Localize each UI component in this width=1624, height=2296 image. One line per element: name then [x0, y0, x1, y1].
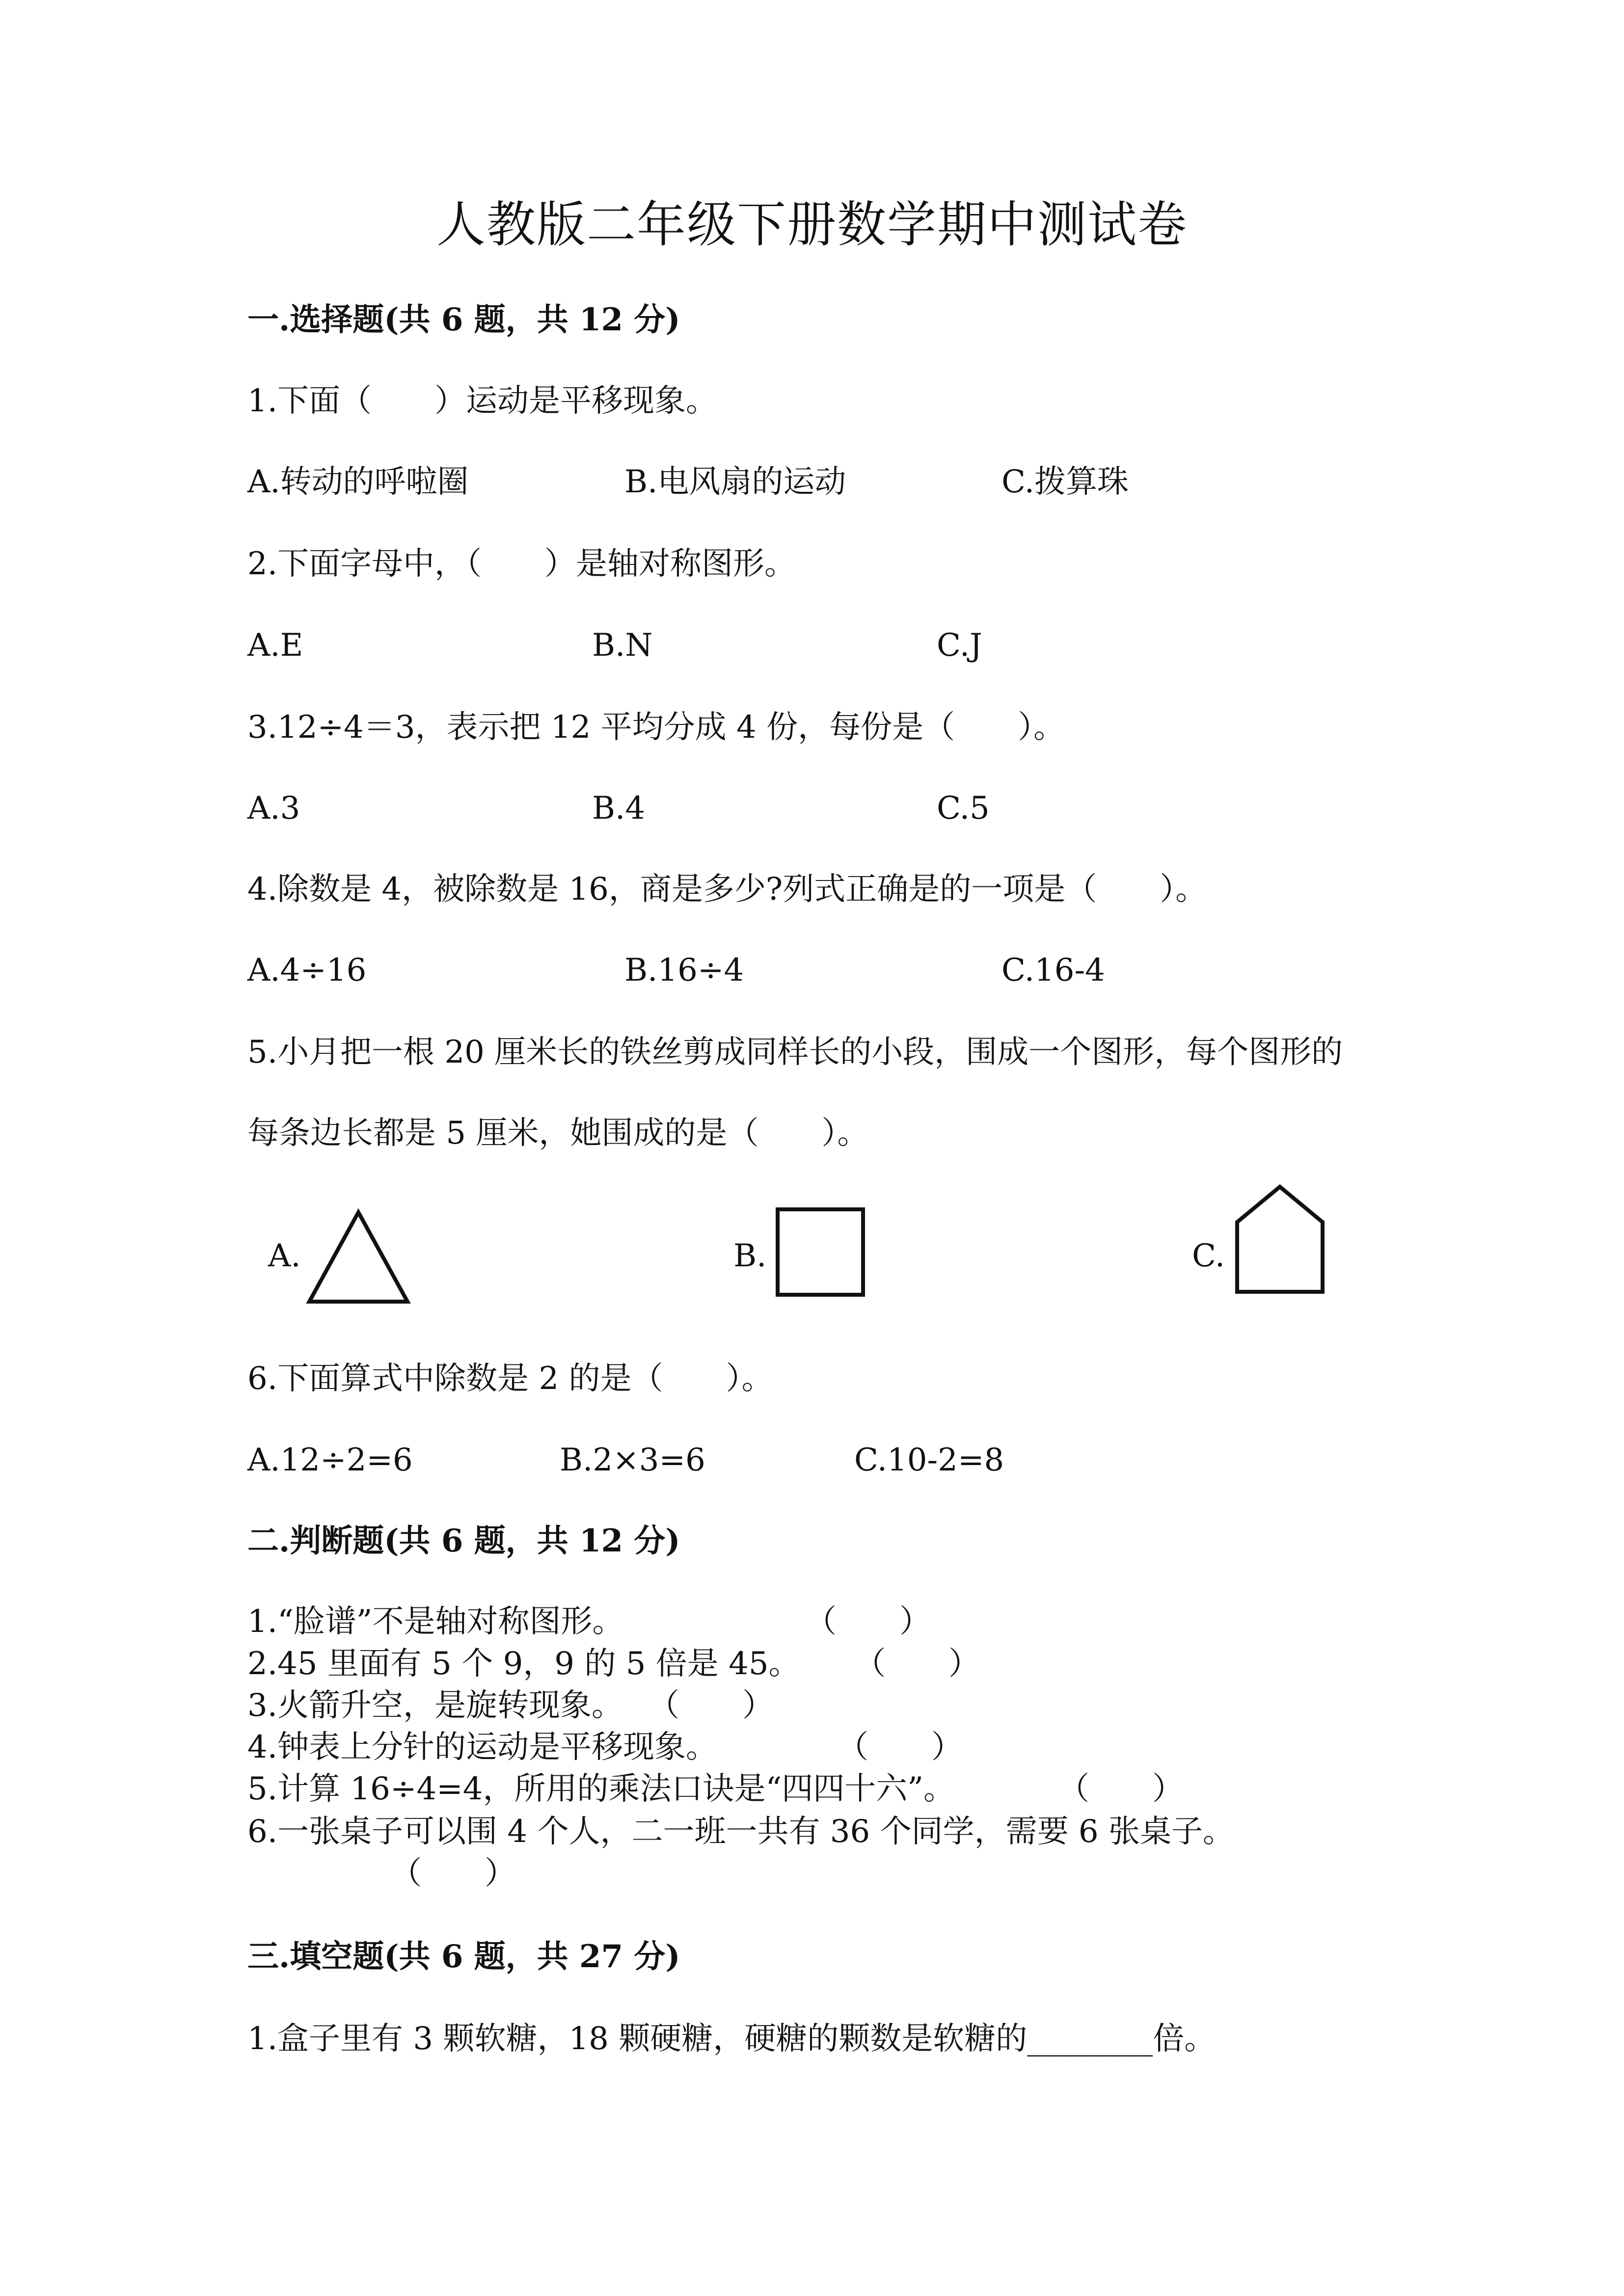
answer-paren: （ ） [837, 1729, 963, 1765]
square-icon [775, 1206, 866, 1298]
option-b: B.N [592, 627, 653, 664]
question-text: 2.下面字母中，（ ）是轴对称图形。 [247, 546, 796, 582]
question-text-line2: 每条边长都是 5 厘米，她围成的是（ ）。 [247, 1115, 869, 1151]
judge-item: 3.火箭升空，是旋转现象。 [247, 1687, 623, 1724]
option-c: C.5 [937, 790, 990, 827]
option-b: B.电风扇的运动 [624, 464, 846, 500]
answer-paren: （ ） [648, 1687, 774, 1724]
section-heading-choice: 一.选择题(共 6 题，共 12 分) [247, 301, 680, 338]
question-text: 4.除数是 4，被除数是 16，商是多少?列式正确是的一项是（ ）。 [247, 871, 1207, 908]
answer-paren: （ ） [854, 1646, 980, 1682]
option-c: C.拨算珠 [1001, 464, 1129, 500]
option-b: B.16÷4 [624, 952, 744, 988]
judge-item: 2.45 里面有 5 个 9，9 的 5 倍是 45。 [247, 1646, 800, 1682]
option-a: A. [268, 1238, 301, 1274]
section-heading-judge: 二.判断题(共 6 题，共 12 分) [247, 1522, 680, 1559]
option-c: C.J [937, 627, 982, 664]
question-text: 6.下面算式中除数是 2 的是（ ）。 [247, 1361, 773, 1397]
question-text-line1: 5.小月把一根 20 厘米长的铁丝剪成同样长的小段，围成一个图形，每个图形的 [247, 1034, 1343, 1070]
triangle-icon [304, 1208, 412, 1307]
option-b: B.4 [592, 790, 646, 827]
judge-item: 5.计算 16÷4=4，所用的乘法口诀是“四四十六”。 [247, 1771, 955, 1807]
option-c: C.16-4 [1001, 952, 1105, 988]
answer-paren: （ ） [390, 1855, 516, 1892]
question-text: 1.盒子里有 3 颗软糖，18 颗硬糖，硬糖的颗数是软糖的________倍。 [247, 2021, 1216, 2057]
judge-item: 1.“脸谱”不是轴对称图形。 [247, 1603, 624, 1640]
answer-paren: （ ） [1058, 1771, 1184, 1807]
option-a: A.转动的呼啦圈 [247, 464, 469, 500]
answer-paren: （ ） [805, 1603, 931, 1640]
pentagon-house-icon [1234, 1183, 1326, 1296]
judge-item: 4.钟表上分针的运动是平移现象。 [247, 1729, 718, 1765]
option-b: B. [733, 1238, 767, 1274]
judge-item: 6.一张桌子可以围 4 个人，二一班一共有 36 个同学，需要 6 张桌子。 [247, 1814, 1234, 1850]
option-a: A.3 [247, 790, 300, 827]
option-c: C. [1192, 1238, 1225, 1274]
option-a: A.4÷16 [247, 952, 367, 988]
page-title: 人教版二年级下册数学期中测试卷 [436, 196, 1188, 253]
option-a: A.E [247, 627, 303, 664]
option-b: B.2×3=6 [560, 1442, 705, 1478]
option-a: A.12÷2=6 [247, 1442, 413, 1478]
question-text: 3.12÷4＝3，表示把 12 平均分成 4 份，每份是（ ）。 [247, 709, 1065, 746]
question-text: 1.下面（ ）运动是平移现象。 [247, 383, 718, 419]
option-c: C.10-2=8 [854, 1442, 1004, 1478]
section-heading-fill: 三.填空题(共 6 题，共 27 分) [247, 1938, 680, 1975]
